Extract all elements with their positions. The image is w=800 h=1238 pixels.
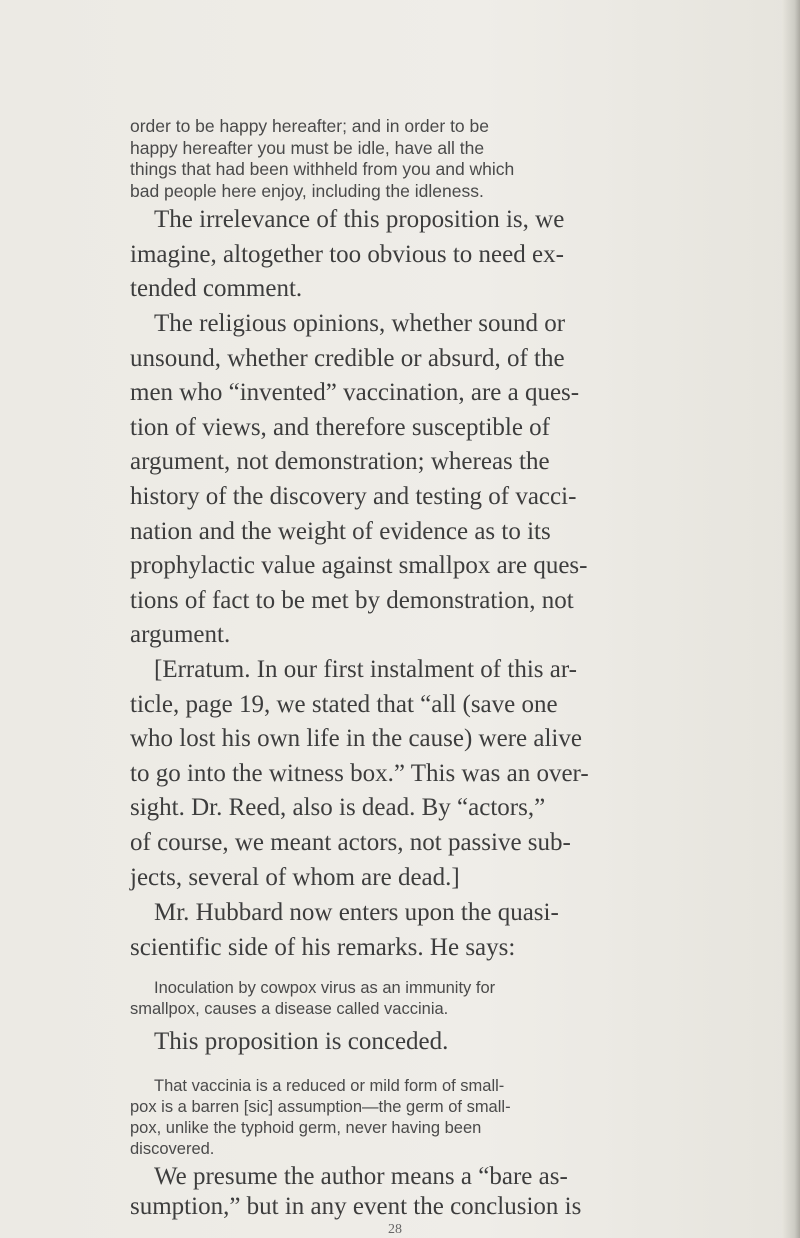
text-line: pox, unlike the typhoid germ, never having been xyxy=(130,1119,482,1137)
text-line: to go into the witness box.” This was an over- xyxy=(130,759,589,787)
quote-vaccinia xyxy=(130,1076,710,1160)
text-line: happy hereafter you must be idle, have all the xyxy=(130,137,485,158)
text-line: history of the discovery and testing of vacci- xyxy=(130,482,577,510)
text-line: Inoculation by cowpox virus as an immunity for xyxy=(154,979,496,997)
text-line: argument, not demonstration; whereas the xyxy=(130,448,550,476)
text-line: smallpox, causes a disease called vaccinia. xyxy=(130,1000,449,1018)
text-line: imagine, altogether too obvious to need ex- xyxy=(130,240,564,268)
paragraph-text xyxy=(130,307,710,653)
text-line: tion of views, and therefore susceptible of xyxy=(130,413,551,441)
text-line: tended comment. xyxy=(130,275,303,303)
quote-text xyxy=(130,978,710,1020)
quote-inoculation xyxy=(130,978,710,1020)
paragraph-erratum xyxy=(130,653,710,895)
text-line: sumption,” but in any event the conclusion is xyxy=(130,1193,582,1220)
text-line: who lost his own life in the cause) were alive xyxy=(130,725,582,753)
page-number: 28 xyxy=(388,1222,402,1237)
text-line: The religious opinions, whether sound or xyxy=(154,310,566,337)
paragraph-text xyxy=(130,1025,710,1060)
text-line: The irrelevance of this proposition is, we xyxy=(154,206,565,233)
paragraph-text xyxy=(130,116,710,202)
text-line: bad people here enjoy, including the idleness. xyxy=(130,180,484,201)
paragraph-presume xyxy=(130,1162,710,1222)
paragraph-religious-opinions xyxy=(130,307,710,653)
text-line: tions of fact to be met by demonstration, not xyxy=(130,586,574,614)
text-line: We presume the author means a “bare as- xyxy=(154,1163,568,1190)
text-line: sight. Dr. Reed, also is dead. By “actors,” xyxy=(130,794,546,822)
text-line: unsound, whether credible or absurd, of the xyxy=(130,344,565,372)
text-line: This proposition is conceded. xyxy=(154,1028,449,1055)
paragraph-irrelevance xyxy=(130,203,710,307)
text-line: order to be happy hereafter; and in order to be xyxy=(130,116,489,136)
paragraph-text xyxy=(130,203,710,307)
text-line: pox is a barren [sic] assumption—the germ of small- xyxy=(130,1098,511,1116)
paragraph-hubbard xyxy=(130,896,710,965)
text-line: Mr. Hubbard now enters upon the quasi- xyxy=(154,899,559,926)
text-line: scientific side of his remarks. He says: xyxy=(130,933,516,961)
text-line: ticle, page 19, we stated that “all (save one xyxy=(130,690,558,718)
text-line: of course, we meant actors, not passive sub- xyxy=(130,828,571,856)
text-line: [Erratum. In our first instalment of this ar- xyxy=(154,656,577,683)
text-line: argument. xyxy=(130,621,231,649)
paragraph-text xyxy=(130,896,710,965)
paragraph-text xyxy=(130,653,710,895)
text-line: things that had been withheld from you and which xyxy=(130,159,515,179)
text-line: discovered. xyxy=(130,1140,215,1158)
text-line: jects, several of whom are dead.] xyxy=(130,863,460,891)
page-edge-shadow xyxy=(782,0,800,1238)
text-line: nation and the weight of evidence as to its xyxy=(130,517,551,545)
paragraph-intro xyxy=(130,116,710,202)
text-line: men who “invented” vaccination, are a ques- xyxy=(130,379,580,407)
quote-text xyxy=(130,1076,710,1160)
text-line: prophylactic value against smallpox are ques- xyxy=(130,552,588,580)
paragraph-text xyxy=(130,1162,710,1222)
paragraph-conceded xyxy=(130,1025,710,1060)
text-line: That vaccinia is a reduced or mild form of small- xyxy=(154,1077,505,1095)
